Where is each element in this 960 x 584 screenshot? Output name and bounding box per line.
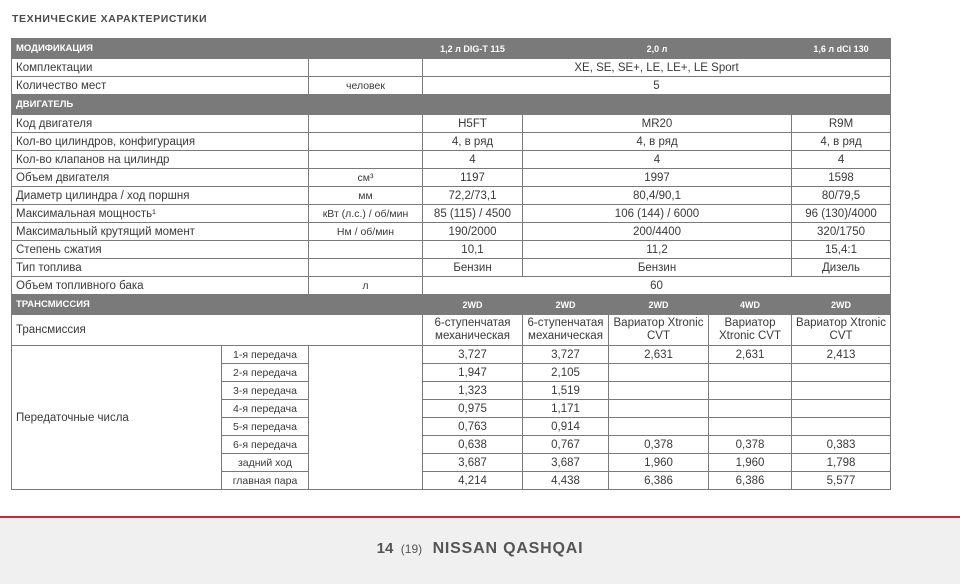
table-row <box>12 59 891 77</box>
value-cell: 1,947 <box>423 364 523 382</box>
gear-label: 2-я передача <box>222 364 309 382</box>
row-label: Количество мест <box>12 77 309 95</box>
section-title: ТРАНСМИССИЯ <box>12 295 423 315</box>
table-row <box>12 151 891 169</box>
row-label: Диаметр цилиндра / ход поршня <box>12 187 309 205</box>
value-cell: 72,2/73,1 <box>423 187 523 205</box>
value-cell: 4, в ряд <box>423 133 523 151</box>
drive-label: 2WD <box>523 295 609 315</box>
value-cell <box>709 382 792 400</box>
row-label: Максимальная мощность¹ <box>12 205 309 223</box>
value-cell: 106 (144) / 6000 <box>523 205 792 223</box>
value-cell: 1197 <box>423 169 523 187</box>
value-cell: 320/1750 <box>792 223 891 241</box>
value-cell: 6,386 <box>609 472 709 490</box>
value-cell <box>792 418 891 436</box>
value-cell: 1,798 <box>792 454 891 472</box>
value-cell: 0,378 <box>609 436 709 454</box>
value-cell: 2,631 <box>709 346 792 364</box>
value-cell: 200/4400 <box>523 223 792 241</box>
drive-label: 4WD <box>709 295 792 315</box>
value-cell: 0,383 <box>792 436 891 454</box>
header-label: МОДИФИКАЦИЯ <box>12 39 423 59</box>
value-cell: R9M <box>792 115 891 133</box>
row-label: Максимальный крутящий момент <box>12 223 309 241</box>
value-cell: 0,975 <box>423 400 523 418</box>
value-cell: 4 <box>523 151 792 169</box>
table-row <box>12 133 891 151</box>
value-cell: 190/2000 <box>423 223 523 241</box>
value-cell: 2,105 <box>523 364 609 382</box>
value-cell: 5 <box>423 77 891 95</box>
value-cell: 3,727 <box>523 346 609 364</box>
value-cell: 11,2 <box>523 241 792 259</box>
value-cell: 10,1 <box>423 241 523 259</box>
gear-label: 4-я передача <box>222 400 309 418</box>
table-row <box>12 223 891 241</box>
drive-label: 2WD <box>792 295 891 315</box>
row-label: Объем топливного бака <box>12 277 309 295</box>
value-cell: 4,438 <box>523 472 609 490</box>
table-row <box>12 169 891 187</box>
value-cell <box>709 364 792 382</box>
value-cell: 0,914 <box>523 418 609 436</box>
unit-cell <box>309 259 423 277</box>
row-label: Степень сжатия <box>12 241 309 259</box>
row-label: Передаточные числа <box>12 346 222 490</box>
value-cell <box>609 364 709 382</box>
value-cell: MR20 <box>523 115 792 133</box>
row-label: Объем двигателя <box>12 169 309 187</box>
value-cell: Дизель <box>792 259 891 277</box>
footer-content <box>0 540 960 558</box>
gear-label: главная пара <box>222 472 309 490</box>
table-row <box>12 241 891 259</box>
unit-cell: кВт (л.с.) / об/мин <box>309 205 423 223</box>
row-label: Кол-во клапанов на цилиндр <box>12 151 309 169</box>
value-cell: 4 <box>423 151 523 169</box>
page-number: 14 <box>376 540 394 557</box>
value-cell <box>609 382 709 400</box>
table-row <box>12 259 891 277</box>
value-cell <box>609 418 709 436</box>
row-label: Код двигателя <box>12 115 309 133</box>
row-label: Кол-во цилиндров, конфигурация <box>12 133 309 151</box>
gear-label: 6-я передача <box>222 436 309 454</box>
header-row <box>12 39 891 59</box>
value-cell: 0,378 <box>709 436 792 454</box>
table-row <box>12 77 891 95</box>
value-cell: 5,577 <box>792 472 891 490</box>
value-cell: 1,171 <box>523 400 609 418</box>
unit-cell <box>309 241 423 259</box>
row-label: Трансмиссия <box>12 315 423 346</box>
value-cell: 2,631 <box>609 346 709 364</box>
gear-label: 1-я передача <box>222 346 309 364</box>
drive-label: 2WD <box>609 295 709 315</box>
value-cell <box>709 418 792 436</box>
value-cell: 2,413 <box>792 346 891 364</box>
section-title: ДВИГАТЕЛЬ <box>12 95 891 115</box>
unit-cell: мм <box>309 187 423 205</box>
unit-cell <box>309 115 423 133</box>
value-cell: 1,323 <box>423 382 523 400</box>
value-cell <box>609 400 709 418</box>
value-cell: 6,386 <box>709 472 792 490</box>
value-cell: Бензин <box>423 259 523 277</box>
value-cell: Вариатор Xtronic CVT <box>709 315 792 346</box>
unit-cell <box>309 151 423 169</box>
value-cell <box>709 400 792 418</box>
brand-name: NISSAN QASHQAI <box>432 540 584 557</box>
page-sub-number: (19) <box>400 542 423 556</box>
value-cell: Вариатор Xtronic CVT <box>792 315 891 346</box>
row-label: Комплектации <box>12 59 309 77</box>
value-cell: 1997 <box>523 169 792 187</box>
unit-cell: см³ <box>309 169 423 187</box>
unit-cell <box>309 59 423 77</box>
value-cell: 0,638 <box>423 436 523 454</box>
value-cell: 80,4/90,1 <box>523 187 792 205</box>
value-cell: 1,519 <box>523 382 609 400</box>
value-cell: XE, SE, SE+, LE, LE+, LE Sport <box>423 59 891 77</box>
unit-cell: Нм / об/мин <box>309 223 423 241</box>
section-header-transmission <box>12 295 891 315</box>
value-cell: Вариатор Xtronic CVT <box>609 315 709 346</box>
document-title: ТЕХНИЧЕСКИЕ ХАРАКТЕРИСТИКИ <box>12 13 208 25</box>
table-row <box>12 346 891 364</box>
drive-label: 2WD <box>423 295 523 315</box>
value-cell: 80/79,5 <box>792 187 891 205</box>
value-cell: 3,687 <box>523 454 609 472</box>
value-cell: 3,727 <box>423 346 523 364</box>
value-cell: 4 <box>792 151 891 169</box>
gear-label: 5-я передача <box>222 418 309 436</box>
value-cell: Бензин <box>523 259 792 277</box>
gear-label: задний ход <box>222 454 309 472</box>
unit-cell <box>309 346 423 490</box>
table-row <box>12 315 891 346</box>
value-cell: 0,767 <box>523 436 609 454</box>
value-cell: 0,763 <box>423 418 523 436</box>
spec-table <box>11 38 891 490</box>
value-cell: 6-ступенчатая механическая <box>523 315 609 346</box>
value-cell <box>792 400 891 418</box>
value-cell <box>792 364 891 382</box>
value-cell: H5FT <box>423 115 523 133</box>
header-col-1: 1,2 л DIG-T 115 <box>423 39 523 59</box>
value-cell: 4, в ряд <box>792 133 891 151</box>
row-label: Тип топлива <box>12 259 309 277</box>
table-row <box>12 205 891 223</box>
value-cell <box>792 382 891 400</box>
value-cell: 60 <box>423 277 891 295</box>
value-cell: 3,687 <box>423 454 523 472</box>
table-row <box>12 187 891 205</box>
value-cell: 85 (115) / 4500 <box>423 205 523 223</box>
header-col-2: 2,0 л <box>523 39 792 59</box>
value-cell: 15,4:1 <box>792 241 891 259</box>
footer-accent-line <box>0 516 960 518</box>
value-cell: 1598 <box>792 169 891 187</box>
value-cell: 6-ступенчатая механическая <box>423 315 523 346</box>
unit-cell: человек <box>309 77 423 95</box>
table-row <box>12 277 891 295</box>
section-header-engine <box>12 95 891 115</box>
table-row <box>12 115 891 133</box>
unit-cell <box>309 133 423 151</box>
value-cell: 1,960 <box>709 454 792 472</box>
value-cell: 1,960 <box>609 454 709 472</box>
value-cell: 4,214 <box>423 472 523 490</box>
value-cell: 4, в ряд <box>523 133 792 151</box>
gear-label: 3-я передача <box>222 382 309 400</box>
header-col-3: 1,6 л dCi 130 <box>792 39 891 59</box>
unit-cell: л <box>309 277 423 295</box>
value-cell: 96 (130)/4000 <box>792 205 891 223</box>
